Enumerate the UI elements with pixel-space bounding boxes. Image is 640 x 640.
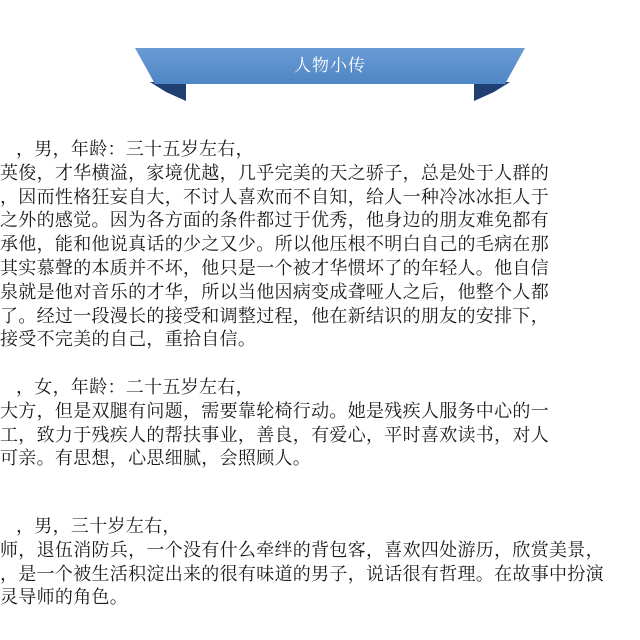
character-profile-1	[0, 138, 640, 352]
text-line: ，因而性格狂妄自大，不讨人喜欢而不自知，给人一种冷冰冰拒人于	[0, 186, 549, 208]
text-line: 承他，能和他说真话的少之又少。所以他压根不明白自己的毛病在那	[0, 234, 549, 256]
text-line: 灵导师的角色。	[0, 587, 129, 609]
text-line: 了。经过一段漫长的接受和调整过程，他在新结识的朋友的安排下，	[0, 305, 549, 327]
text-line: 其实慕聲的本质并不坏，他只是一个被才华惯坏了的年轻人。他自信	[0, 257, 549, 279]
banner-left-fold	[150, 82, 186, 101]
text-line: 师，退伍消防兵，一个没有什么牵绊的背包客，喜欢四处游历，欣赏美景，	[0, 539, 604, 561]
text-line: 工，致力于残疾人的帮扶事业，善良，有爱心，平时喜欢读书，对人	[0, 424, 549, 446]
text-line: 英俊，才华横溢，家境优越，几乎完美的天之骄子，总是处于人群的	[0, 162, 549, 184]
text-line: 泉就是他对音乐的才华，所以当他因病变成聋哑人之后，他整个人都	[0, 281, 549, 303]
text-line: 大方，但是双腿有问题，需要靠轮椅行动。她是残疾人服务中心的一	[0, 400, 549, 422]
profile-header-line: ，男，年龄：三十五岁左右，	[16, 139, 254, 160]
profile-header-line: ，女，年龄：二十五岁左右，	[16, 377, 254, 398]
text-line: 接受不完美的自己，重拾自信。	[0, 329, 257, 351]
text-line: ，是一个被生活积淀出来的很有味道的男子，说话很有哲理。在故事中扮演	[0, 563, 604, 585]
character-profile-3	[0, 515, 640, 610]
profile-header-line: ，男，三十岁左右，	[16, 516, 181, 537]
text-line: 之外的感觉。因为各方面的条件都过于优秀，他身边的朋友难免都有	[0, 210, 549, 232]
banner-right-fold	[474, 82, 510, 101]
text-line: 可亲。有思想，心思细腻，会照顾人。	[0, 448, 312, 470]
banner-title: 人物小传	[294, 56, 366, 76]
character-profile-2	[0, 376, 640, 471]
